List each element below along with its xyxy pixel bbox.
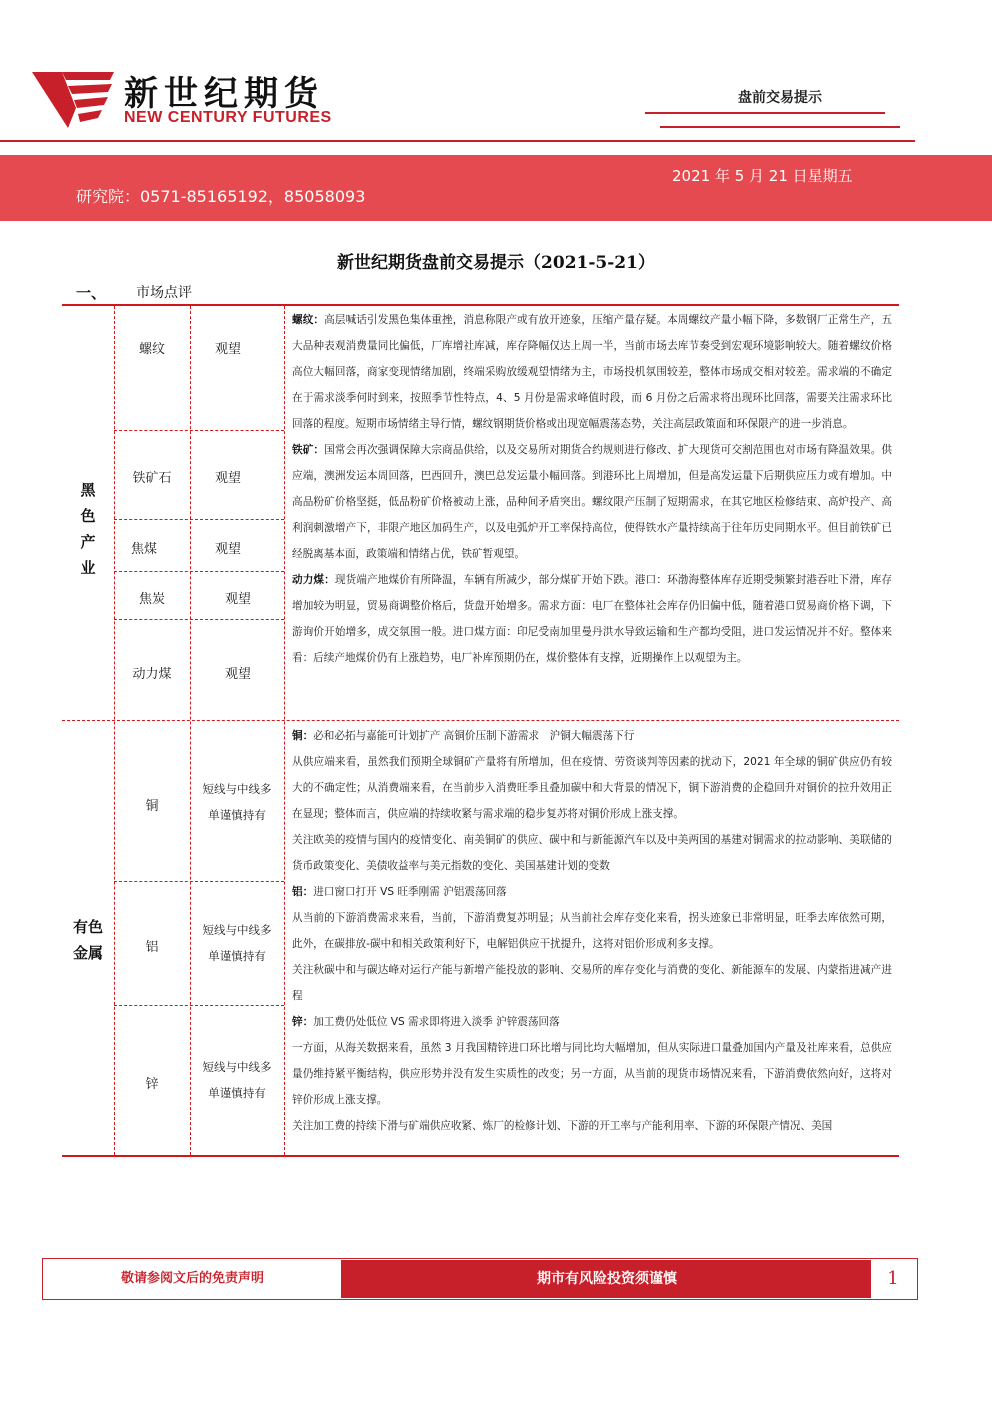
view-coke: 观望: [224, 592, 251, 607]
row-divider: [114, 519, 284, 520]
disclaimer-text: 敬请参阅文后的免责声明: [120, 1271, 264, 1286]
comment-label: 铜：: [292, 730, 314, 742]
comment-label: 铝：: [292, 886, 314, 898]
commentary-nonferrous: [292, 723, 892, 1139]
view-line: 单谨慎持有: [208, 949, 266, 963]
comment-label: 螺纹：: [292, 314, 325, 326]
comment-ore: [292, 437, 892, 567]
comment-aluminum-headline: [292, 879, 892, 905]
doc-type-label: 盘前交易提示: [738, 90, 822, 106]
header-rule: [0, 140, 915, 142]
comment-text: 现货端产地煤价有所降温，车辆有所减少，部分煤矿开始下跌。港口：环渤海整体库存近期受频繁封港吞吐下滑，库存增加较为明显，贸易商调整价格后，货盘开始增多。需求方面：电厂在整体社会库存仍旧偏中低，随着港口贸易商价格下调，下游询价开始增多，成交氛围一般。进口煤方面：印尼受南加里曼丹洪水导致运输和生产都均受阻，进口发运情况并不好。整体来看：后续产地煤价仍有上涨趋势，电厂补库预期仍在，煤价整体有支撑，近期操作上以观望为主。: [292, 574, 893, 664]
comment-zinc-watch: 关注加工费的持续下滑与矿端供应收紧、炼厂的检修计划、下游的开工率与产能利用率、下游的环保限产情况、美国: [292, 1120, 833, 1132]
row-divider: [114, 619, 284, 620]
comment-zinc-body: 一方面，从海关数据来看，虽然 3 月我国精锌进口环比增与同比均大幅增加，但从实际进口量叠加国内产量及社库来看，总供应量仍维持紧平衡结构，供应形势并没有发生实质性的改变；另一方面，从当前的现货市场情况来看，下游消费依然向好，这将对锌价形成上涨支撑。: [292, 1042, 892, 1106]
commentary-black: [292, 307, 892, 671]
category-black-industry: [62, 477, 114, 581]
comment-copper-watch: 关注欧美的疫情与国内的疫情变化、南美铜矿的供应、碳中和与新能源汽车以及中美两国的基建对铜需求的拉动影响、美联储的货币政策变化、美债收益率与美元指数的变化、美国基建计划的变数: [292, 834, 892, 872]
view-thermal-coal: 观望: [224, 667, 251, 682]
category-line: 有色: [72, 918, 103, 936]
page-title: 新世纪期货盘前交易提示（2021-5-21）: [337, 253, 655, 273]
comment-headline: 加工费仍处低位 VS 需求即将进入淡季 沪锌震荡回落: [313, 1016, 560, 1028]
page-number: 1: [887, 1268, 899, 1289]
view-line: 单谨慎持有: [208, 1086, 266, 1100]
comment-headline: 必和必拓与嘉能可计划扩产 高铜价压制下游需求 沪铜大幅震荡下行: [313, 730, 635, 742]
category-char: 色: [80, 507, 96, 525]
comment-label: 铁矿：: [292, 444, 325, 456]
product-copper: 铜: [145, 799, 159, 814]
risk-warning: [343, 1260, 871, 1298]
product-aluminum: 铝: [145, 940, 159, 955]
disclaimer-link[interactable]: [44, 1260, 343, 1298]
product-zinc: 锌: [145, 1077, 159, 1092]
group-divider: [62, 720, 899, 721]
row-divider: [114, 1005, 284, 1006]
view-line: 单谨慎持有: [208, 808, 266, 822]
table-bottom-border: [62, 1155, 899, 1157]
view-line: 短线与中线多: [202, 1060, 272, 1074]
comment-headline: 进口窗口打开 VS 旺季刚需 沪铝震荡回落: [313, 886, 507, 898]
header-rule: [645, 112, 885, 114]
comment-label: 锌：: [292, 1016, 314, 1028]
product-iron-ore: 铁矿石: [132, 471, 172, 486]
row-divider: [114, 430, 284, 431]
comment-text: 高层喊话引发黑色集体重挫，消息称限产或有放开迹象，压缩产量存疑。本周螺纹产量小幅下降，多数钢厂正常生产，五大品种表观消费量同比偏低，厂库增社库减，库存降幅仅达上周一半，当前市场去库节奏受到宏观环境影响较大。随着螺纹价格高位大幅回落，商家变现情绪加剧，终端采购放缓观望情绪为主，市场投机氛围较差，整体市场成交相对较差。需求端的不确定在于需求淡季何时到来，按照季节性特点，4、5 月份是需求峰值时段，而 6 月份之后需求将出现环比回落，需要关注需求环比回落的程度。短期市场情绪主导行情，螺纹钢期货价格或出现宽幅震荡态势，关注高层政策面和环保限产的进一步消息。: [292, 314, 893, 430]
product-coking-coal: 焦煤: [130, 542, 157, 557]
risk-warning-text: 期市有风险投资须谨慎: [537, 1271, 677, 1287]
logo-icon: [32, 70, 114, 130]
comment-text: 国常会再次强调保障大宗商品供给，以及交易所对期货合约规则进行修改、扩大现货可交割范围也对市场有降温效果。供应端，澳洲发运本周回落，巴西回升，澳巴总发运量小幅回落。到港环比上周增加，但是高发运量下后期供应压力或有增加。中高品粉矿价格坚挺，低品粉矿价格被动上涨，品种间矛盾突出。螺纹限产压制了短期需求，在其它地区检修结束、高炉投产、高利润刺激增产下，非限产地区加码生产，以及电弧炉开工率保持高位，使得铁水产量持续高于往年历史同期水平。但目前铁矿已经脱离基本面，政策端和情绪占优，铁矿暂观望。: [292, 444, 893, 560]
view-line: 短线与中线多: [202, 782, 272, 796]
header-rule: [660, 126, 900, 128]
comment-rebar: [292, 307, 892, 437]
logo-text-cn: 新世纪期货: [124, 74, 324, 114]
comment-copper-headline: [292, 723, 892, 749]
product-coke: 焦炭: [138, 592, 165, 607]
category-nonferrous: [62, 914, 114, 966]
view-rebar: 观望: [214, 342, 241, 357]
comment-aluminum-watch: 关注秋碳中和与碳达峰对运行产能与新增产能投放的影响、交易所的库存变化与消费的变化、新能源车的发展、内蒙指进减产进程: [292, 964, 892, 1002]
contact-phone: 研究院：0571-85165192，85058093: [76, 187, 366, 206]
product-thermal-coal: 动力煤: [132, 667, 172, 682]
product-rebar: 螺纹: [138, 342, 165, 357]
category-char: 产: [80, 533, 96, 551]
table-top-border: [62, 304, 899, 306]
view-zinc: [190, 1054, 284, 1106]
row-divider: [114, 881, 284, 882]
view-coking-coal: 观望: [214, 542, 241, 557]
report-date: 2021 年 5 月 21 日星期五: [672, 167, 853, 185]
logo-text-en: NEW CENTURY FUTURES: [124, 109, 332, 126]
view-line: 短线与中线多: [202, 923, 272, 937]
view-copper: [190, 776, 284, 828]
category-char: 业: [80, 559, 96, 577]
comment-zinc-headline: [292, 1009, 892, 1035]
row-divider: [114, 571, 284, 572]
view-aluminum: [190, 917, 284, 969]
view-iron-ore: 观望: [214, 471, 241, 486]
section-title: 市场点评: [136, 285, 192, 301]
comment-coal: [292, 567, 892, 671]
category-char: 黑: [80, 481, 96, 499]
column-divider: [284, 306, 285, 1155]
column-divider: [114, 306, 115, 1155]
comment-copper-body: 从供应端来看，虽然我们预期全球铜矿产量将有所增加，但在疫情、劳资谈判等因素的扰动下，2021 年全球的铜矿供应仍有较大的不确定性；从消费端来看，在当前步入消费旺季且叠加碳中和大背景的情况下，铜下游消费的企稳回升对铜价的拉升效用正在显现；整体而言，供应端的持续收紧与需求端的稳步复苏将对铜价形成上涨支撑。: [292, 756, 892, 820]
column-divider: [190, 306, 191, 1155]
category-line: 金属: [72, 944, 103, 962]
comment-label: 动力煤：: [292, 574, 335, 586]
section-number: 一、: [76, 284, 107, 302]
comment-aluminum-body: 从当前的下游消费需求来看，当前，下游消费复苏明显；从当前社会库存变化来看，拐头迹象已非常明显，旺季去库依然可期，此外，在碳排放-碳中和相关政策利好下，电解铝供应干扰提升，这将对铝价形成利多支撑。: [292, 912, 892, 950]
